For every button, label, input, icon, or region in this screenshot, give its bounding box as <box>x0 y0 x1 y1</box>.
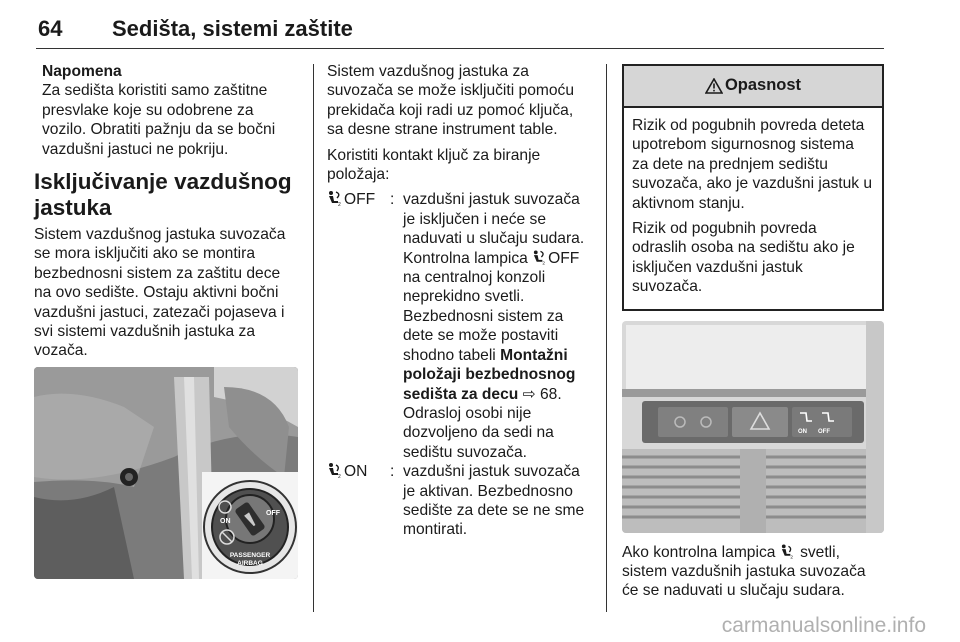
figure-label-airbag: AIRBAG <box>237 559 263 567</box>
column-3 <box>622 62 884 607</box>
danger-box <box>622 64 884 311</box>
airbag-on-icon <box>327 462 344 479</box>
page-header <box>0 0 960 50</box>
airbag-off-icon <box>327 190 344 207</box>
figure-label-passenger: PASSENGER <box>229 551 271 559</box>
passenger-airbag-switch-figure <box>34 367 298 579</box>
danger-body <box>624 108 882 309</box>
mode-off-text: OFF <box>344 191 376 209</box>
note-block <box>34 62 300 159</box>
figure-label-off: OFF <box>266 509 280 517</box>
center-console-illustration <box>622 321 884 533</box>
danger-title: Opasnost <box>724 76 802 95</box>
mode-off-description: vazdušni jastuk suvozača je isključen i neće se naduvati u slučaju sudara. Kontrolna lampica 2 OFF na centralnoj konzoli neprekidno svetli. Bezbednosni sistem za dete se može postaviti shodno tabeli Montažni položaji bezbednosnog sedišta za decu ⇨ 68. Odrasloj osobi nije dozvoljeno da sedi na sedištu suvozača. <box>403 191 585 461</box>
header-divider <box>36 48 884 49</box>
watermark: carmanualsonline.info <box>721 614 926 637</box>
mode-on-row: 2 ON : vazdušni jastuk suvozača je aktivan. Bezbednosno sedište za dete se ne sme montirati. <box>327 462 591 540</box>
mode-on-description: vazdušni jastuk suvozača je aktivan. Bezbednosno sedište za dete se ne sme montirati. <box>403 463 585 539</box>
column-1 <box>34 62 300 579</box>
mode-off-label <box>327 190 390 462</box>
section-heading: Isključivanje vazdušnog jastuka <box>34 169 292 221</box>
svg-text:2: 2 <box>790 554 793 560</box>
column-divider-2 <box>606 64 607 612</box>
table-reference: Montažni položaji bezbednosnog sedišta za decu <box>403 346 576 403</box>
console-label-off: OFF <box>818 428 830 435</box>
svg-text:2: 2 <box>338 474 341 480</box>
warning-triangle-icon <box>705 78 723 94</box>
airbag-off-lamp-icon <box>532 249 548 266</box>
column-divider-1 <box>313 64 314 612</box>
danger-paragraph-1: Rizik od pogubnih povreda deteta upotrebom sigurnosnog sistema za dete na prednjem sedištu suvozača, ako je vazdušni jastuk u aktivnom stanju. <box>632 117 873 212</box>
mode-off-row: 2 OFF : vazdušni jastuk suvozača je isključen i neće se naduvati u slučaju sudara. Kontrolna lampica 2 OFF na centralnoj konzoli neprekidno svetli. Bezbednosni sistem za dete se može postaviti shodno tabeli Montažni položaji bezbednosnog sedišta za decu ⇨ 68. Odrasloj osobi nije dozvoljeno da sedi na sedištu suvozača. <box>327 190 591 462</box>
section-body: Sistem vazdušnog jastuka suvozača se mora isključiti ako se montira bezbednosni sistem za zaštitu dece na ovo sedište. Ostaju aktivni bočni vazdušni jastuci, zatezači pojaseva i svi sistemi vazdušnih jastuka za vozača. <box>34 226 286 360</box>
svg-text:2: 2 <box>542 260 546 266</box>
figure-caption: Ako kontrolna lampica 2 svetli, sistem vazdušnih jastuka suvozača će se naduvati u slučaju sudara. <box>622 543 866 600</box>
mode-on-label <box>327 462 390 540</box>
intro-paragraph-2: Koristiti kontakt ključ za biranje položaja: <box>327 146 541 184</box>
airbag-on-lamp-icon <box>780 543 796 560</box>
page-title: Sedišta, sistemi zaštite <box>112 16 353 41</box>
door-and-switch-illustration <box>34 367 298 579</box>
danger-paragraph-2: Rizik od pogubnih povreda odraslih osoba na sedištu ako je isključen vazdušni jastuk suvozača. <box>632 220 855 296</box>
danger-header <box>624 66 882 108</box>
intro-paragraph: Sistem vazdušnog jastuka za suvozača se može isključiti pomoću prekidača koji radi uz pomoć ključa, sa desne strane instrument table. <box>327 63 575 139</box>
console-label-on: ON <box>798 428 807 435</box>
note-title: Napomena <box>42 63 122 80</box>
mode-on-text: ON <box>344 463 368 481</box>
center-console-figure <box>622 321 884 533</box>
svg-text:2: 2 <box>338 202 341 208</box>
column-2 <box>327 62 591 540</box>
figure-label-on: ON <box>220 517 231 525</box>
page-number: 64 <box>38 16 63 41</box>
note-text: Za sedišta koristiti samo zaštitne presvlake koje su odobrene za vozilo. Obratiti pažnju da se bočni vazdušni jastuci ne pokriju. <box>42 82 276 158</box>
